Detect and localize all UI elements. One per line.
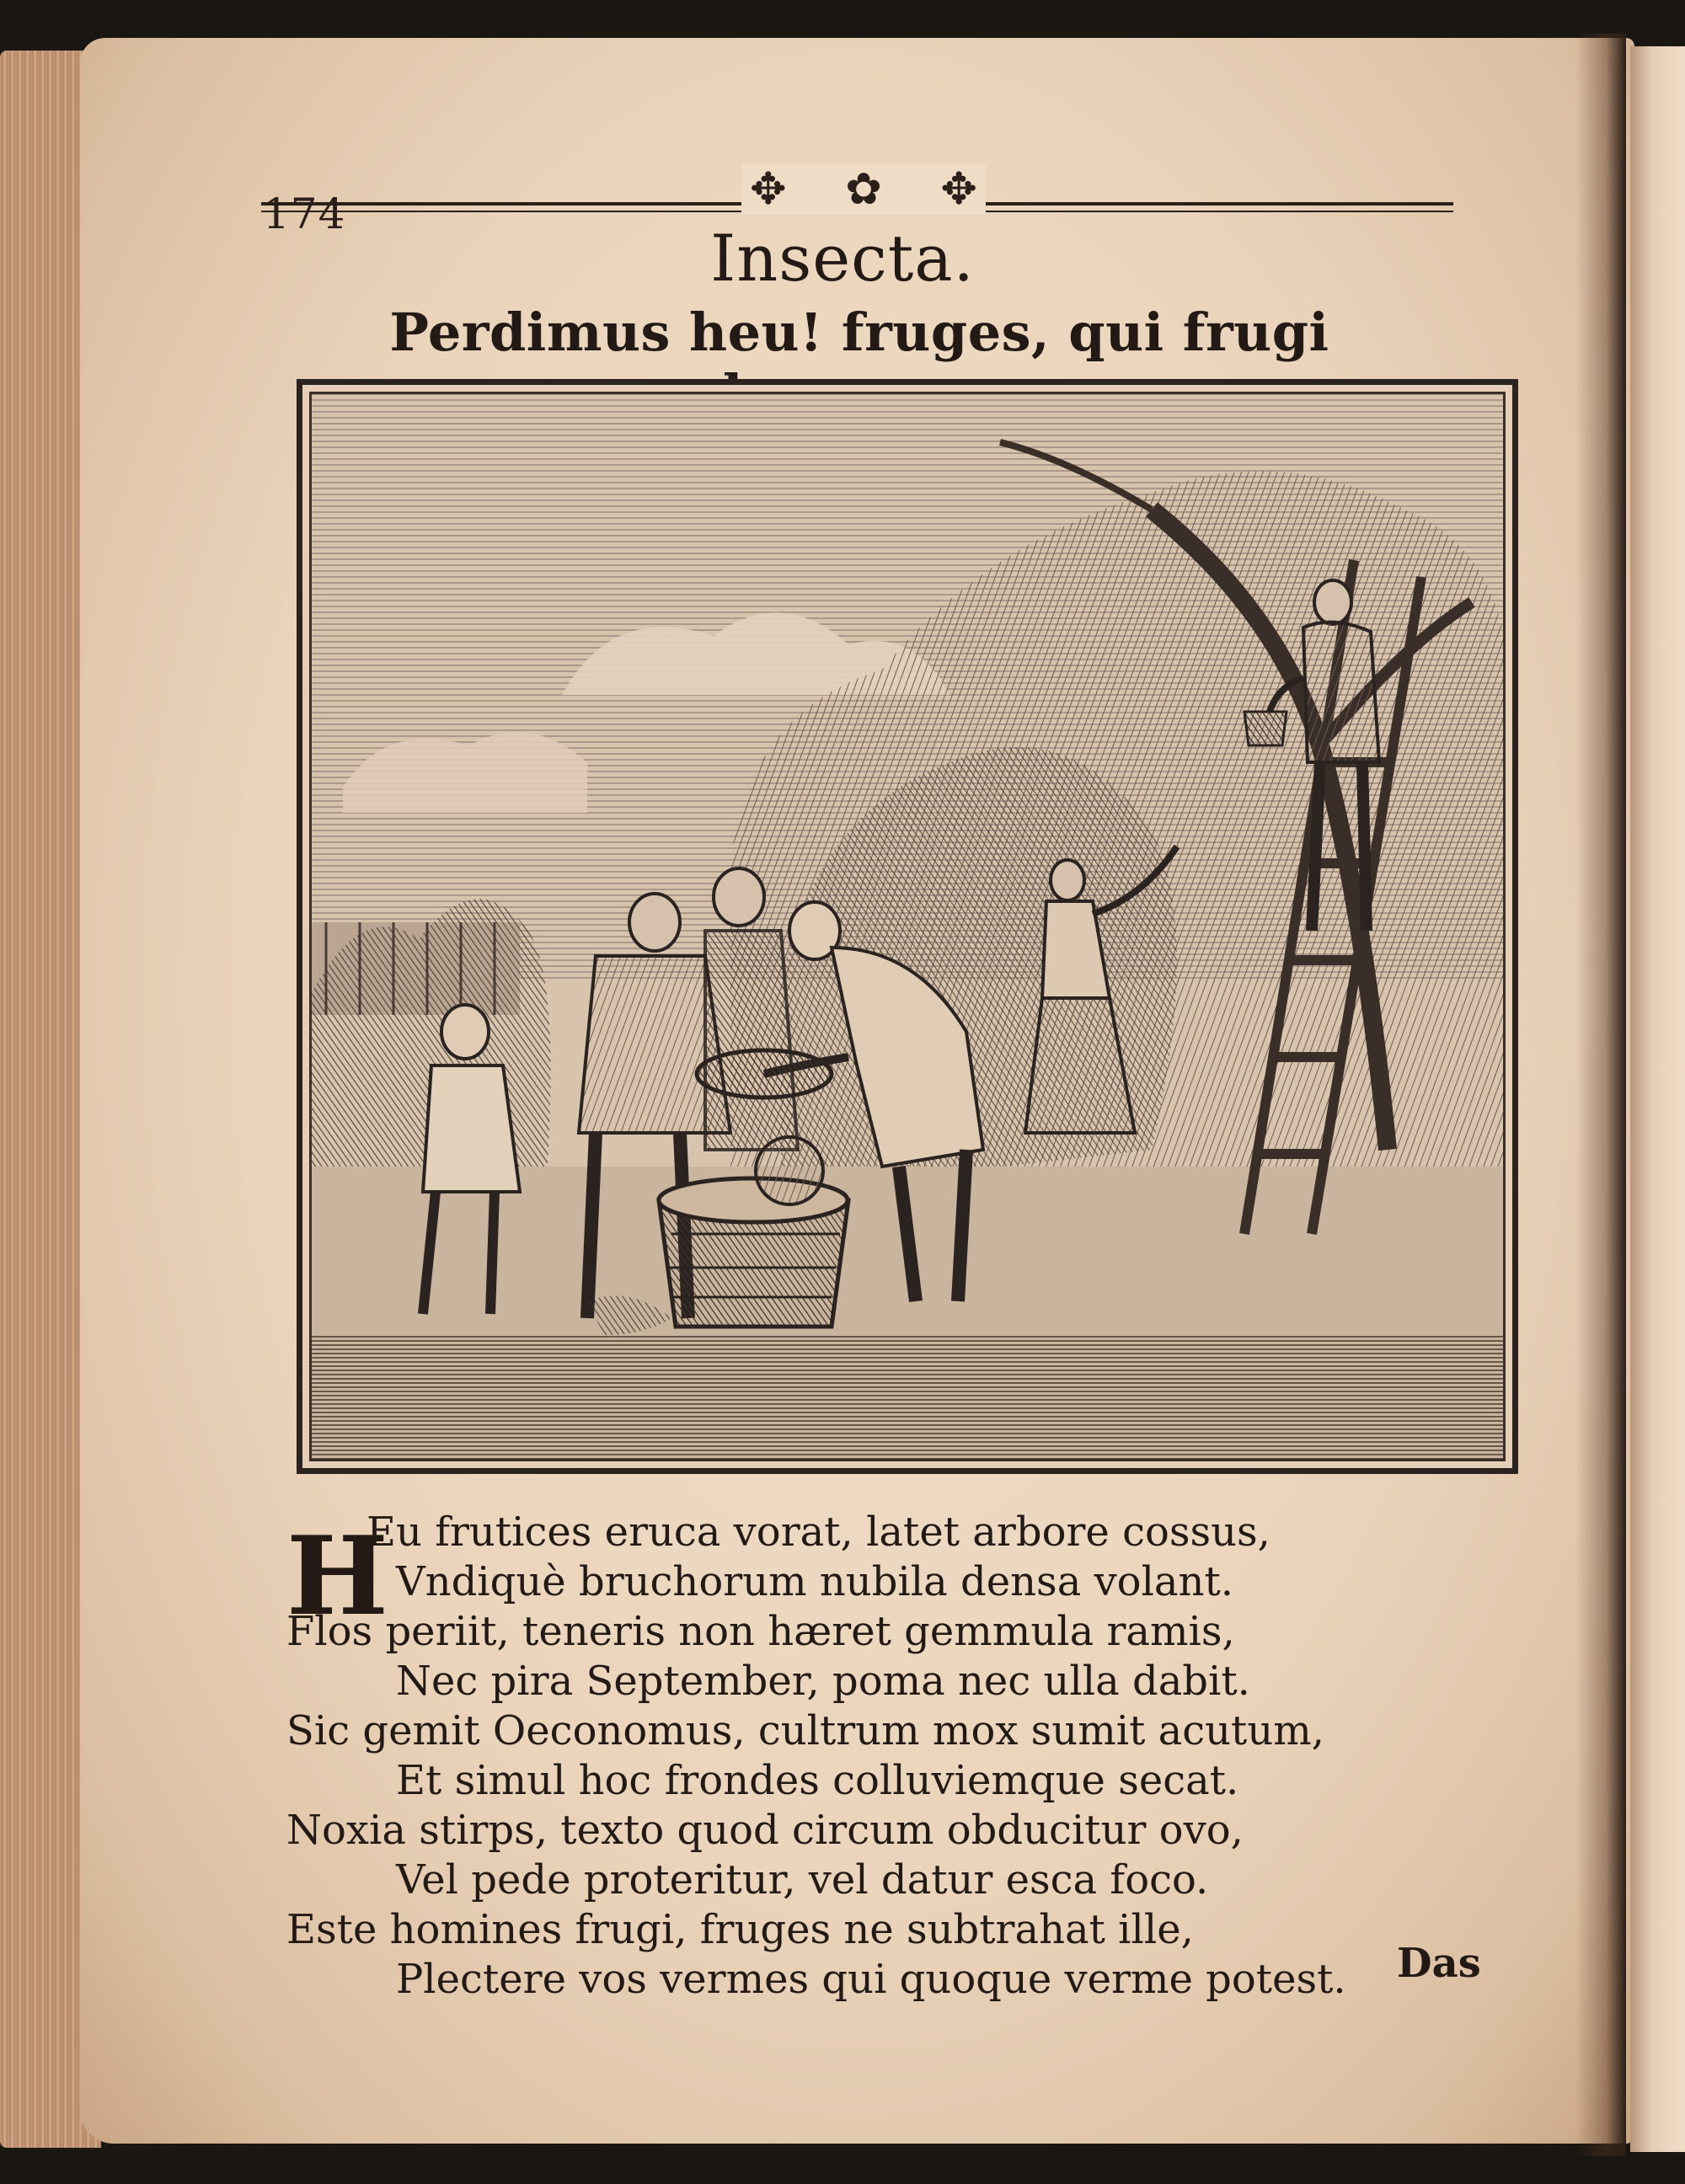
- poem-line-4: Nec pira September, poma nec ulla dabit.: [396, 1658, 1250, 1705]
- facing-page-edge: [1630, 46, 1685, 2152]
- poem-line-1: Eu frutices eruca vorat, latet arbore cossus,: [366, 1509, 1270, 1556]
- page-number: 174: [263, 190, 346, 238]
- poem-line-7: Noxia stirps, texto quod circum obducitur ovo,: [286, 1807, 1244, 1854]
- poem-line-6: Et simul hoc frondes colluviemque secat.: [396, 1757, 1239, 1804]
- poem-line-5: Sic gemit Oeconomus, cultrum mox sumit acutum,: [286, 1707, 1325, 1754]
- poem-line-2: Vndiquè bruchorum nubila densa volant.: [396, 1558, 1234, 1605]
- header-ornament: [741, 164, 986, 215]
- engraving-illustration: [297, 379, 1518, 1474]
- poem: [286, 1508, 1466, 2005]
- drop-cap: H: [286, 1514, 388, 1640]
- poem-line-9: Este homines frugi, fruges ne subtrahat ille,: [286, 1906, 1194, 1953]
- ornament-right-icon: ✥: [940, 164, 977, 215]
- page-title: Insecta.: [710, 221, 975, 296]
- ornament-center-icon: ✿: [845, 164, 882, 215]
- poem-line-8: Vel pede proteritur, vel datur esca foco.: [396, 1856, 1209, 1904]
- ornament-left-icon: ✥: [750, 164, 787, 215]
- engraving-inner-border: [309, 392, 1506, 1461]
- poem-line-3: Flos periit, teneris non hæret gemmula ramis,: [286, 1608, 1235, 1655]
- motto: Perdimus heu! fruges, qui frugi: [389, 302, 1329, 363]
- poem-line-10: Plectere vos vermes qui quoque verme potest.: [396, 1956, 1346, 2003]
- book-gutter: [1575, 34, 1626, 2156]
- catchword: Das: [1397, 1940, 1481, 1987]
